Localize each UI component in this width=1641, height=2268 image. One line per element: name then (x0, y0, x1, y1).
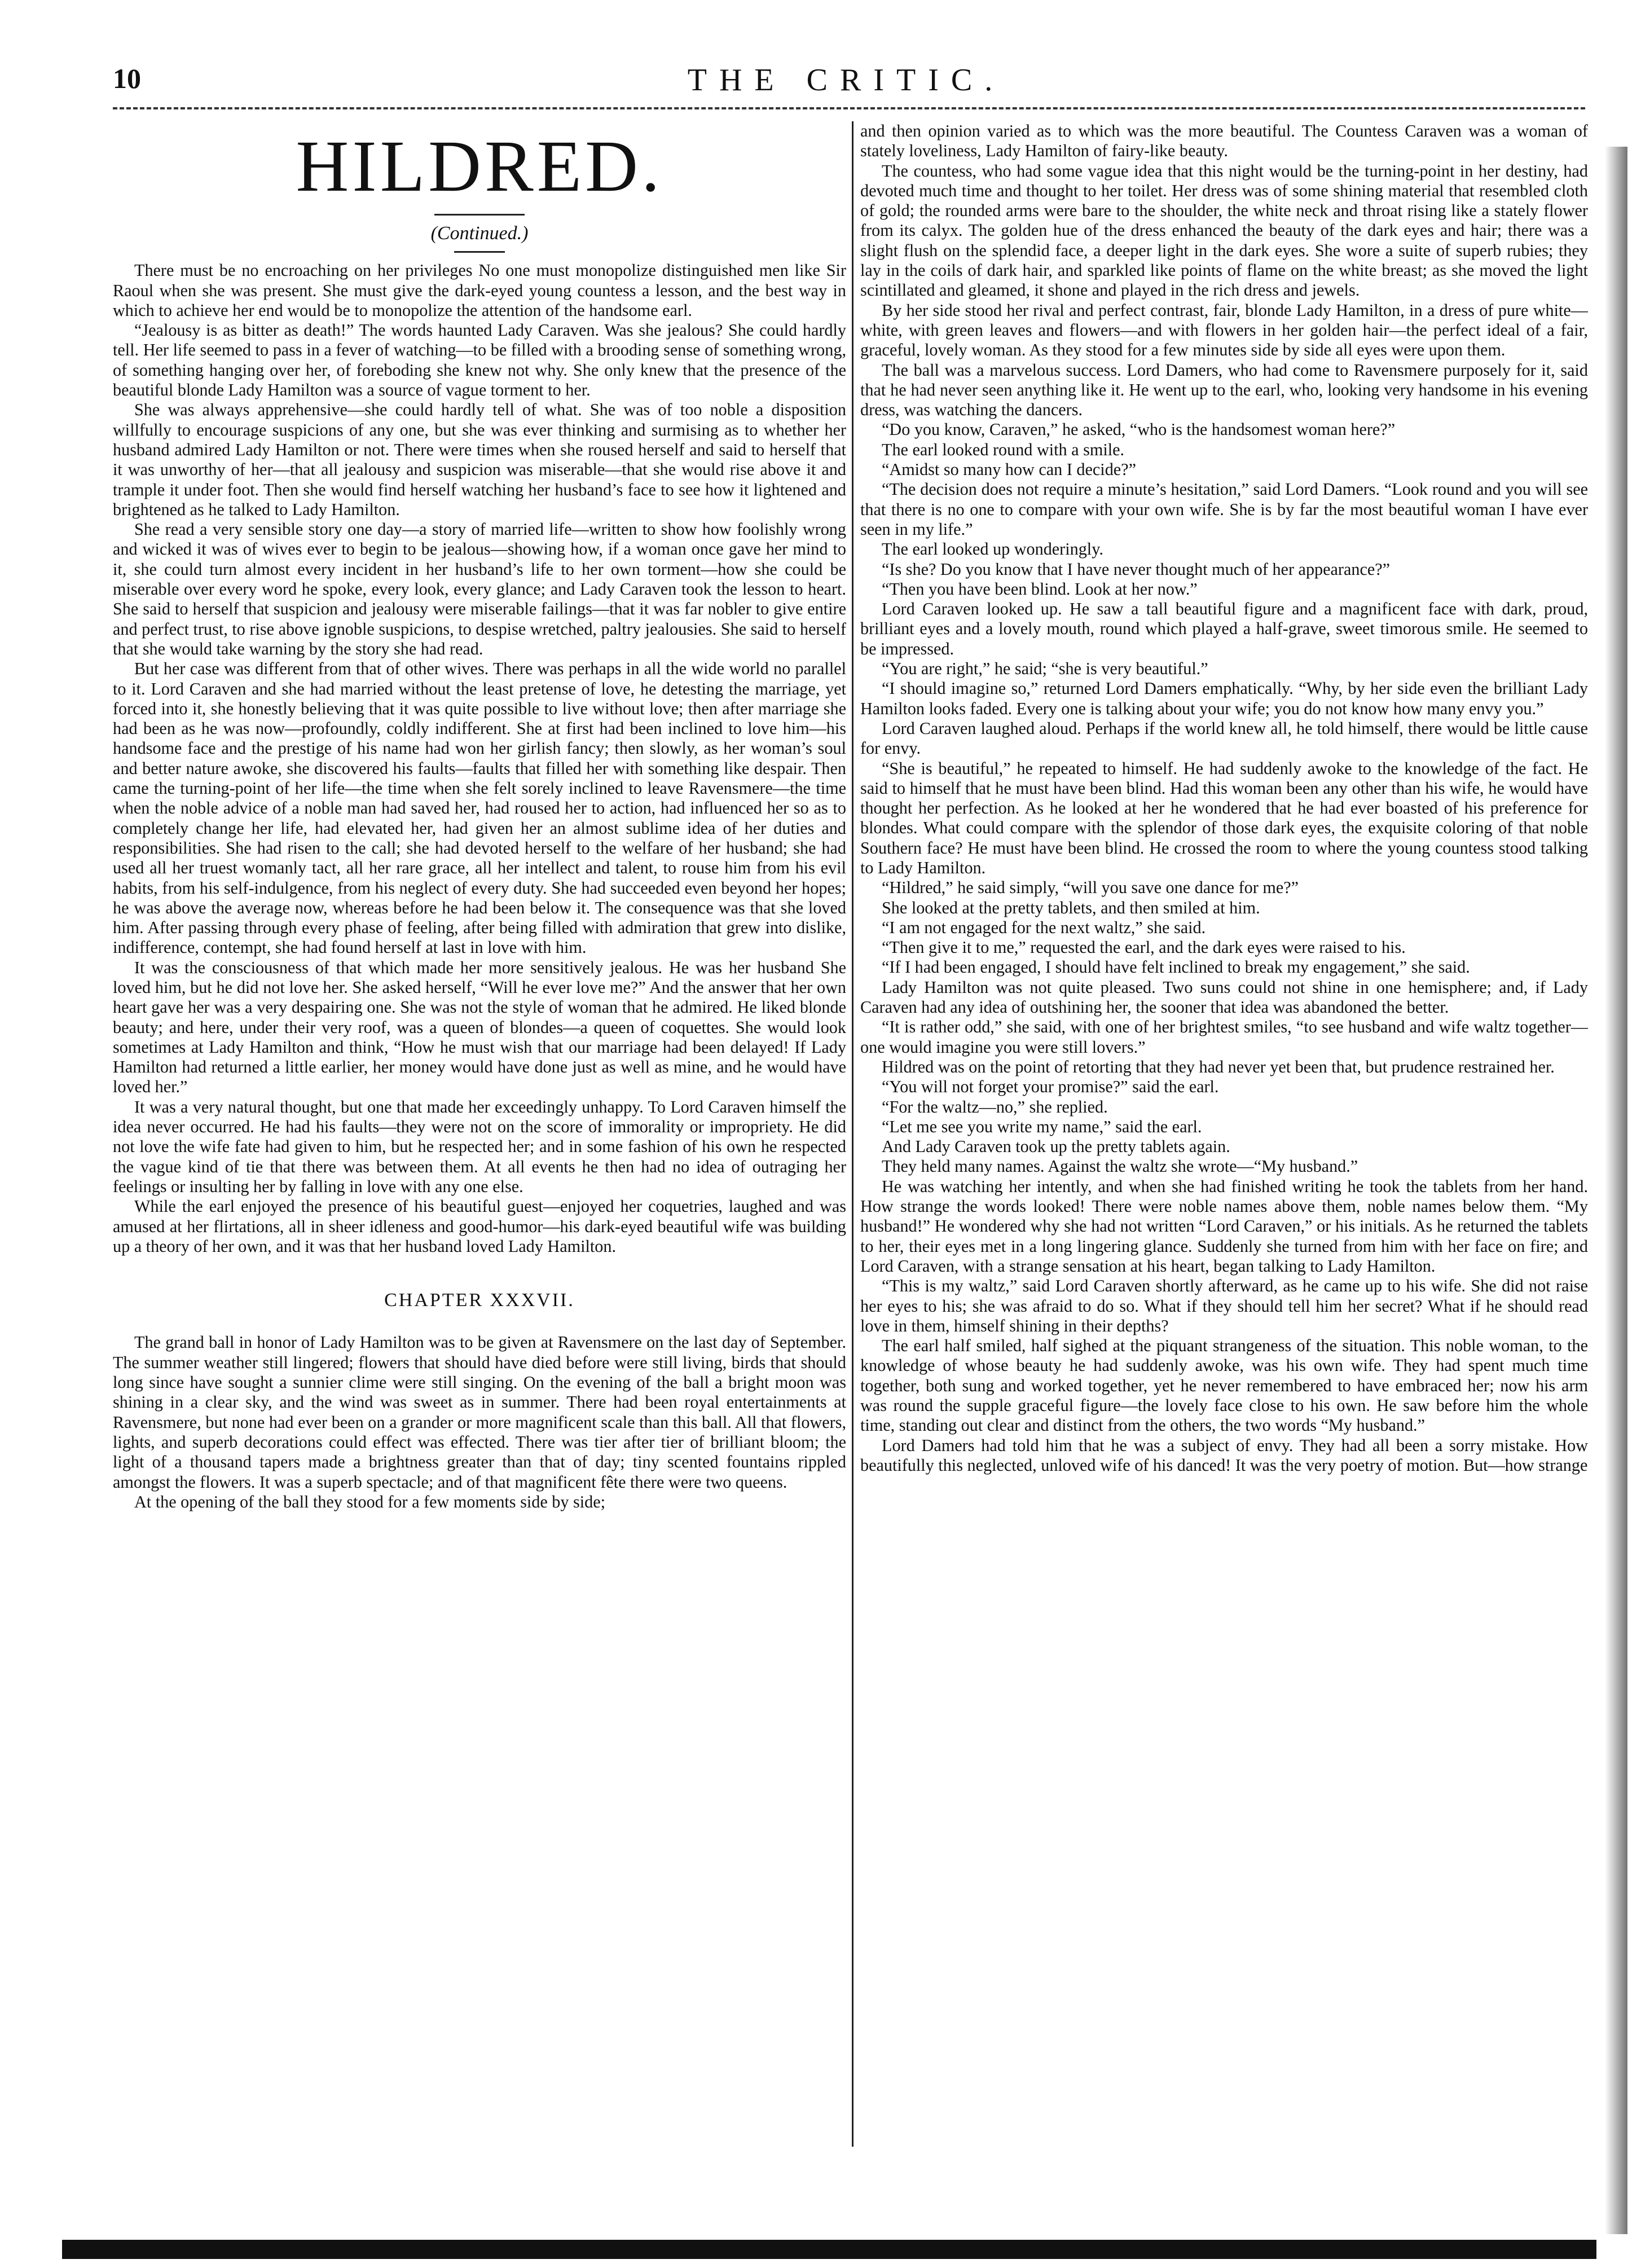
paragraph: Hildred was on the point of retorting that they had never yet been that, but prudence restrained her. (882, 1057, 1555, 1076)
article-title: HILDRED. (296, 126, 663, 207)
paragraph: “The decision does not require a minute’s hesitation,” said Lord Damers. “Look round and you will see that there is no one to compare with your own wife. She is by far the most beautiful woman I have ever seen in my life.” (860, 480, 1588, 539)
paragraph: She looked at the pretty tablets, and then smiled at him. (882, 898, 1260, 917)
paragraph: “You will not forget your promise?” said the earl. (882, 1077, 1219, 1097)
paragraph: “I am not engaged for the next waltz,” she said. (882, 917, 1206, 937)
paragraph: Lady Hamilton was not quite pleased. Two suns could not shine in one hemisphere; and, if Lady Caraven had any idea of outshining her, the sooner that idea was abandoned the better. (860, 977, 1588, 1017)
continued-note: (Continued.) (430, 223, 529, 244)
paragraph: “It is rather odd,” she said, with one of her brightest smiles, “to see husband and wife waltz together—one would imagine you were still lovers.” (860, 1017, 1588, 1057)
paragraph: “Amidst so many how can I decide?” (882, 460, 1136, 480)
binding-shadow (1605, 147, 1627, 2234)
header-rule (113, 107, 1585, 109)
left-column (113, 121, 846, 2152)
paragraph: “Jealousy is as bitter as death!” The words haunted Lady Caraven. Was she jealous? She could hardly tell. Her life seemed to pass in a fever of watching—to be filled with a brooding sense of something wrong, of something hanging over her, of foreboding she knew not why. She only knew that the presence of the beautiful blonde Lady Hamilton was a source of vague torment to her. (113, 320, 846, 400)
chapter-heading: CHAPTER XXXVII. (384, 1290, 575, 1311)
paragraph: They held many names. Against the waltz she wrote—“My husband.” (882, 1157, 1358, 1176)
page-number: 10 (113, 63, 141, 94)
paragraph: It was the consciousness of that which made her more sensitively jealous. He was her husband She loved him, but he did not love her. She asked herself, “Will he ever love me?” And the answer that her own heart gave her was a very despairing one. She was not the style of woman that he admired. He liked blonde beauty; and here, under their very roof, was a queen of blondes—a queen of coquettes. She would look sometimes at Lady Hamilton and think, “How he must wish that our marriage had been delayed! If Lady Hamilton had returned a little earlier, her money would have done just as well as mine, and he would have loved her.” (113, 957, 846, 1097)
paragraph: “Hildred,” he said simply, “will you save one dance for me?” (882, 878, 1299, 898)
paragraph: Lord Damers had told him that he was a subject of envy. They had all been a sorry mistake. How beautifully this neglected, unloved wife of his danced! It was the very poetry of motion. But—how strange (860, 1435, 1588, 1475)
paragraph: While the earl enjoyed the presence of his beautiful guest—enjoyed her coquetries, laughed and was amused at her flirtations, all in sheer idleness and good-humor—his dark-eyed beautiful wife was building up a theory of her own, and it was that her husband loved Lady Hamilton. (113, 1197, 846, 1256)
publication-title: THE CRITIC. (687, 63, 1005, 98)
paragraph: “Is she? Do you know that I have never thought much of her appearance?” (882, 559, 1391, 579)
paragraph: And Lady Caraven took up the pretty tablets again. (882, 1137, 1230, 1157)
title-rule (434, 214, 525, 216)
paragraph: “For the waltz—no,” she replied. (882, 1097, 1108, 1117)
paragraph: The earl half smiled, half sighed at the piquant strangeness of the situation. This noble woman, to the knowledge of whose beauty he had suddenly awoke, was his own wife. They had spent much time together, both sung and worked together, yet he never remembered to have embraced her; now his arm was round the supple graceful figure—the lovely face close to his own. He saw before him the whole time, standing out clear and distinct from the others, the two words “My husband.” (860, 1336, 1588, 1435)
paragraph: “Then you have been blind. Look at her now.” (882, 579, 1198, 599)
paragraph: “Let me see you write my name,” said the earl. (882, 1117, 1202, 1136)
paragraph: It was a very natural thought, but one that made her exceedingly unhappy. To Lord Caraven himself the idea never occurred. He had his faults—they were not on the score of immorality or impropriety. He did not love the wife fate had given to him, but he respected her; and in some fashion of his own he respected the vague kind of tie that there was between them. At all events he then had no idea of outraging her feelings or insulting her by falling in love with any one else. (113, 1097, 846, 1196)
paragraph: and then opinion varied as to which was the more beautiful. The Countess Caraven was a woman of stately loveliness, Lady Hamilton of fairy-like beauty. (860, 121, 1588, 161)
paragraph: She was always apprehensive—she could hardly tell of what. She was of too noble a disposition willfully to encourage suspicions of any one, but she was ever thinking and surmising as to whether her husband admired Lady Hamilton or not. There were times when she roused herself and said to herself that it was unworthy of her—that all jealousy and suspicion was miserable—that she would rise above it and trample it under foot. Then she would find herself watching her husband’s face to see how it lightened and brightened as he talked to Lady Hamilton. (113, 400, 846, 519)
paragraph: The grand ball in honor of Lady Hamilton was to be given at Ravensmere on the last day of September. The summer weather still lingered; flowers that should have died before were still living, birds that should long since have sought a sunnier clime were still singing. On the evening of the ball a bright moon was shining in a clear sky, and the wind was sweet as in summer. There had been royal entertainments at Ravensmere, but none had ever been on a grander or more magnificent scale than this ball. All that flowers, lights, and superb decorations could effect was effected. There was tier after tier of brilliant bloom; the light of a thousand tapers made a brightness greater than that of day; tiny scented fountains rippled amongst the flowers. It was a superb spectacle; and of that magnificent fête there were two queens. (113, 1333, 846, 1492)
paragraph: He was watching her intently, and when she had finished writing he took the tablets from her hand. How strange the words looked! There were noble names above them, noble names below them. “My husband!” He wondered why she had not written “Lord Caraven,” or his initials. As he returned the tablets to her, their eyes met in a long lingering glance. Suddenly she turned from him with her face on fire; and Lord Caraven, with a strange sensation at his heart, began talking to Lady Hamilton. (860, 1176, 1588, 1276)
paragraph: “If I had been engaged, I should have felt inclined to break my engagement,” she said. (882, 957, 1470, 977)
paragraph: By her side stood her rival and perfect contrast, fair, blonde Lady Hamilton, in a dress of pure white—white, with green leaves and flowers—and with flowers in her golden hair—the perfect ideal of a fair, graceful, lovely woman. As they stood for a few minutes side by side all eyes were upon them. (860, 300, 1588, 360)
paragraph: “This is my waltz,” said Lord Caraven shortly afterward, as he came up to his wife. She did not raise her eyes to his; she was afraid to do so. What if they should tell him her secret? What if he should read love in them, himself shining in their depths? (860, 1276, 1588, 1335)
paragraph: “She is beautiful,” he repeated to himself. He had suddenly awoke to the knowledge of the fact. He said to himself that he must have been blind. Had this woman been any other than his wife, he would have thought her perfection. As he looked at her he wondered that he had ever boasted of his preference for blondes. What could compare with the splendor of those dark eyes, the exquisite coloring of that noble Southern face? He must have been blind. He crossed the room to where the young countess stood talking to Lady Hamilton. (860, 758, 1588, 877)
paragraph: Lord Caraven looked up. He saw a tall beautiful figure and a magnificent face with dark, proud, brilliant eyes and a lovely mouth, round which played a half-grave, sweet timorous smile. He seemed to be impressed. (860, 599, 1588, 658)
paragraph: Lord Caraven laughed aloud. Perhaps if the world knew all, he told himself, there would be little cause for envy. (860, 718, 1588, 758)
paragraph: The countess, who had some vague idea that this night would be the turning-point in her destiny, had devoted much time and thought to her toilet. Her dress was of some shining material that resembled cloth of gold; the rounded arms were bare to the shoulder, the white neck and throat rising like a stately flower from its calyx. The golden hue of the dress enhanced the beauty of the dark eyes and hair; there was a slight flush on the splendid face, a deeper light in the dark eyes. She wore a suite of superb rubies; they lay in the coils of dark hair, and sparkled like points of flame on the white breast; as she moved the light scintillated and gleamed, it shone and played in the rich dress and jewels. (860, 161, 1588, 300)
paragraph: The earl looked up wonderingly. (882, 539, 1103, 559)
right-column (860, 121, 1588, 2152)
paragraph: At the opening of the ball they stood for a few moments side by side; (134, 1492, 606, 1511)
paragraph: There must be no encroaching on her privileges No one must monopolize distinguished men like Sir Raoul when she was present. She must give the dark-eyed young countess a lesson, and the best way in which to achieve her end would be to monopolize the attention of the handsome earl. (113, 261, 846, 320)
paragraph: She read a very sensible story one day—a story of married life—written to show how foolishly wrong and wicked it was of wives ever to begin to be jealous—showing how, if a woman once gave her mind to it, she could turn almost every incident in her husband’s life to her own torment—how she could be miserable over every word he spoke, every look, every glance; and Lady Caraven took the lesson to heart. She said to herself that suspicion and jealousy were miserable failings—that it was far nobler to give entire and perfect trust, to rise above ignoble suspicions, to despise wretched, paltry jealousies. She said to herself that she would take warning by the story she had read. (113, 520, 846, 658)
paragraph: “I should imagine so,” returned Lord Damers emphatically. “Why, by her side even the brilliant Lady Hamilton looks faded. Every one is talking about your wife; you do not know how many envy you.” (860, 679, 1588, 718)
column-divider (852, 121, 854, 2147)
paragraph: “You are right,” he said; “she is very beautiful.” (882, 659, 1208, 679)
paragraph: “Do you know, Caraven,” he asked, “who is the handsomest woman here?” (882, 420, 1396, 439)
paragraph: The earl looked round with a smile. (882, 439, 1125, 459)
continued-rule (454, 251, 505, 253)
paragraph: “Then give it to me,” requested the earl, and the dark eyes were raised to his. (882, 938, 1406, 957)
running-head (113, 62, 1580, 102)
bottom-scan-edge (62, 2240, 1596, 2259)
paragraph: The ball was a marvelous success. Lord Damers, who had come to Ravensmere purposely for it, said that he had never seen anything like it. He went up to the earl, who, looking very handsome in his evening dress, was watching the dancers. (860, 360, 1588, 420)
paragraph: But her case was different from that of other wives. There was perhaps in all the wide world no parallel to it. Lord Caraven and she had married without the least pretense of love, he detesting the marriage, yet forced into it, she honestly believing that it was quite possible to live without love; then after marriage she had been as he was now—profoundly, coldly indifferent. She at first had been inclined to love him—his handsome face and the prestige of his name had won her girlish fancy; then slowly, as her woman’s soul and better nature awoke, she discovered his faults—faults that filled her with something like despair. Then came the turning-point of her life—the time when she felt sorely inclined to leave Ravensmere—the time when the noble advice of a noble man had saved her, had roused her to action, had influenced her so as to completely change her life, had elevated her, had given her an almost sublime idea of her duties and responsibilities. She had risen to the call; she had devoted herself to the welfare of her husband; she had used all her truest womanly tact, all her rare grace, all her intellect and talent, to rouse him from his evil habits, from his self-indulgence, from his neglect of every duty. She had succeeded even beyond her hopes; he was above the average now, whereas before he had been below it. The consequence was that she loved him. After passing through every phase of feeling, after being filled with admiration that grew into dislike, indifference, contempt, she had found herself at last in love with him. (113, 659, 846, 957)
